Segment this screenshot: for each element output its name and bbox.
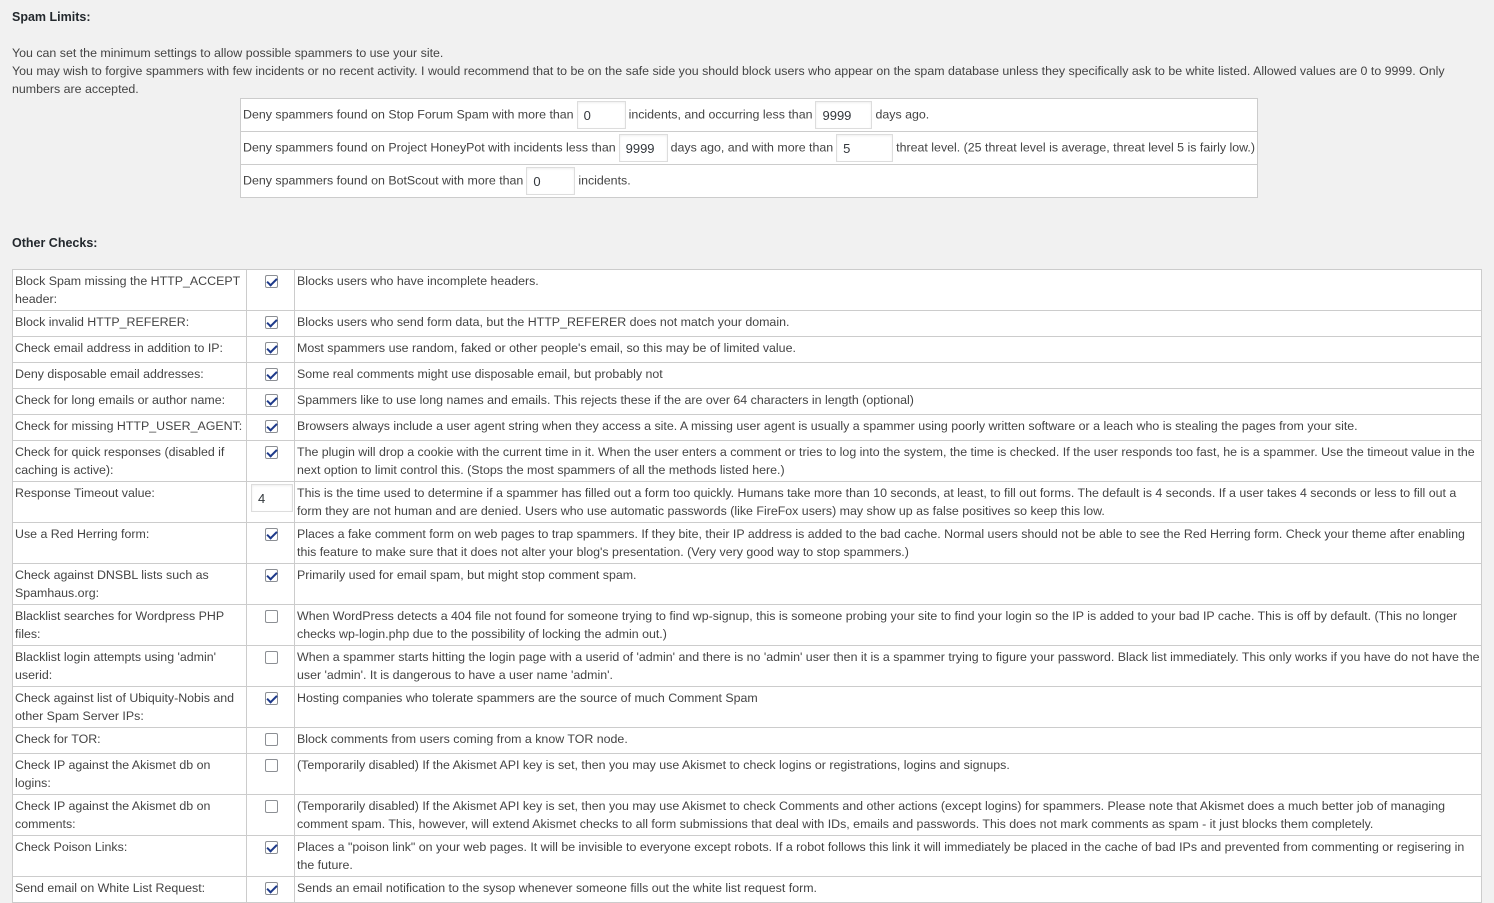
check-row — [13, 337, 1482, 363]
check-label: Check for quick responses (disabled if caching is active): — [13, 441, 247, 482]
check-row — [13, 415, 1482, 441]
spam-limits-intro — [12, 44, 1482, 98]
check-control-cell — [247, 877, 295, 903]
check-description: When a spammer starts hitting the login page with a userid of 'admin' and there is no 'admin' user then it is a spammer trying to figure your password. Black list immediately. This only works if you have do not have the user 'admin'. It is dangerous to have a user name 'admin'. — [295, 646, 1482, 687]
botscout-incidents-input[interactable] — [526, 167, 575, 195]
check-description: Some real comments might use disposable email, but probably not — [295, 363, 1482, 389]
check-label: Block Spam missing the HTTP_ACCEPT header: — [13, 270, 247, 311]
honeypot-prefix: Deny spammers found on Project HoneyPot with incidents less than — [243, 140, 616, 155]
sfs-row — [241, 99, 1258, 132]
check-row — [13, 270, 1482, 311]
check-checkbox[interactable] — [265, 528, 278, 541]
check-label: Check for missing HTTP_USER_AGENT: — [13, 415, 247, 441]
check-checkbox[interactable] — [265, 800, 278, 813]
check-label: Check IP against the Akismet db on logins: — [13, 754, 247, 795]
check-row — [13, 795, 1482, 836]
check-label: Response Timeout value: — [13, 482, 247, 523]
check-control-cell — [247, 270, 295, 311]
check-row — [13, 754, 1482, 795]
check-control-cell — [247, 754, 295, 795]
honeypot-days-input[interactable] — [619, 134, 668, 162]
check-description: Hosting companies who tolerate spammers are the source of much Comment Spam — [295, 687, 1482, 728]
check-checkbox[interactable] — [265, 882, 278, 895]
check-control-cell — [247, 523, 295, 564]
check-description: Browsers always include a user agent string when they access a site. A missing user agent is usually a spammer using poorly written software or a leach who is stealing the pages from your site. — [295, 415, 1482, 441]
check-label: Check IP against the Akismet db on comments: — [13, 795, 247, 836]
check-label: Deny disposable email addresses: — [13, 363, 247, 389]
check-checkbox[interactable] — [265, 446, 278, 459]
sfs-prefix: Deny spammers found on Stop Forum Spam with more than — [243, 107, 574, 122]
check-control-cell — [247, 363, 295, 389]
check-label: Check against list of Ubiquity-Nobis and other Spam Server IPs: — [13, 687, 247, 728]
check-control-cell — [247, 564, 295, 605]
check-label: Check email address in addition to IP: — [13, 337, 247, 363]
check-description: Places a "poison link" on your web pages. It will be invisible to everyone except robots. If a robot follows this link it will immediately be placed in the cache of bad IPs and prevented from commenting or regisering in the future. — [295, 836, 1482, 877]
check-checkbox[interactable] — [265, 569, 278, 582]
check-description: Blocks users who have incomplete headers. — [295, 270, 1482, 311]
check-description: (Temporarily disabled) If the Akismet API key is set, then you may use Akismet to check Comments and other actions (except logins) for spammers. Please note that Akismet does a much better job of managing comment spam. This, however, will extend Akismet checks to all form submissions that deal with IDs, emails and passwords. This does not mark comments as spam - it just blocks them completely. — [295, 795, 1482, 836]
check-label: Blacklist login attempts using 'admin' userid: — [13, 646, 247, 687]
check-label: Check for long emails or author name: — [13, 389, 247, 415]
check-checkbox[interactable] — [265, 275, 278, 288]
check-checkbox[interactable] — [265, 692, 278, 705]
check-checkbox[interactable] — [265, 651, 278, 664]
sfs-incidents-input[interactable] — [577, 101, 626, 129]
check-description: The plugin will drop a cookie with the current time in it. When the user enters a comment or tries to log into the system, the time is checked. If the user responds too fast, he is a spammer. Use the timeout value in the next option to limit control this. (Stops the most spammers of all the methods listed here.) — [295, 441, 1482, 482]
check-control-cell — [247, 795, 295, 836]
check-row — [13, 877, 1482, 903]
other-checks-heading: Other Checks: — [12, 236, 98, 250]
honeypot-threat-input[interactable] — [836, 134, 893, 162]
check-description: Most spammers use random, faked or other people's email, so this may be of limited value. — [295, 337, 1482, 363]
honeypot-middle: days ago, and with more than — [670, 140, 834, 155]
check-description: Places a fake comment form on web pages to trap spammers. If they bite, their IP address is added to the bad cache. Normal users should not be able to see the Red Herring form. Check your theme after enabling this feature to make sure that it does not alter your blog's presentation. (Very very good way to stop spammers.) — [295, 523, 1482, 564]
intro-line-2: You may wish to forgive spammers with few incidents or no recent activity. I would recommend that to be on the safe side you should block users who appear on the spam database unless they specifically ask to be white listed. Allowed values are 0 to 9999. Only numbers are accepted. — [12, 64, 1445, 96]
check-row — [13, 836, 1482, 877]
spam-limits-heading: Spam Limits: — [12, 10, 91, 24]
check-control-cell — [247, 728, 295, 754]
check-label: Block invalid HTTP_REFERER: — [13, 311, 247, 337]
check-checkbox[interactable] — [265, 316, 278, 329]
check-label: Use a Red Herring form: — [13, 523, 247, 564]
check-row — [13, 605, 1482, 646]
check-control-cell — [247, 687, 295, 728]
check-row — [13, 363, 1482, 389]
check-row — [13, 311, 1482, 337]
other-checks-table — [12, 269, 1482, 903]
check-description: Spammers like to use long names and emails. This rejects these if the are over 64 characters in length (optional) — [295, 389, 1482, 415]
check-row — [13, 389, 1482, 415]
sfs-days-input[interactable] — [815, 101, 872, 129]
check-checkbox[interactable] — [265, 342, 278, 355]
check-control-cell — [247, 605, 295, 646]
honeypot-row — [241, 132, 1258, 165]
check-description: This is the time used to determine if a spammer has filled out a form too quickly. Humans take more than 10 seconds, at least, to fill out forms. The default is 4 seconds. If a user takes 4 seconds or less to fill out a form they are not human and are denied. Users who use automatic passwords (like FireFox users) may show up as false positives so keep this low. — [295, 482, 1482, 523]
check-control-cell — [247, 337, 295, 363]
check-checkbox[interactable] — [265, 368, 278, 381]
botscout-suffix: incidents. — [578, 173, 631, 188]
check-description: Primarily used for email spam, but might stop comment spam. — [295, 564, 1482, 605]
check-checkbox[interactable] — [265, 610, 278, 623]
check-control-cell — [247, 389, 295, 415]
sfs-suffix: days ago. — [875, 107, 930, 122]
check-control-cell — [247, 836, 295, 877]
check-checkbox[interactable] — [265, 759, 278, 772]
check-row — [13, 564, 1482, 605]
check-control-cell — [247, 415, 295, 441]
check-row — [13, 482, 1482, 523]
check-description: Block comments from users coming from a know TOR node. — [295, 728, 1482, 754]
check-label: Blacklist searches for Wordpress PHP files: — [13, 605, 247, 646]
check-description: Sends an email notification to the sysop whenever someone fills out the white list request form. — [295, 877, 1482, 903]
check-label: Check against DNSBL lists such as Spamhaus.org: — [13, 564, 247, 605]
check-label: Check Poison Links: — [13, 836, 247, 877]
check-control-cell — [247, 482, 295, 523]
check-control-cell — [247, 646, 295, 687]
sfs-middle: incidents, and occurring less than — [628, 107, 813, 122]
check-label: Check for TOR: — [13, 728, 247, 754]
check-label: Send email on White List Request: — [13, 877, 247, 903]
check-row — [13, 523, 1482, 564]
botscout-prefix: Deny spammers found on BotScout with more than — [243, 173, 524, 188]
botscout-row — [241, 165, 1258, 198]
check-row — [13, 728, 1482, 754]
check-control-cell — [247, 441, 295, 482]
check-checkbox[interactable] — [265, 733, 278, 746]
check-checkbox[interactable] — [265, 420, 278, 433]
check-row — [13, 441, 1482, 482]
check-checkbox[interactable] — [265, 394, 278, 407]
check-row — [13, 646, 1482, 687]
spam-limits-table — [240, 98, 1258, 198]
intro-line-1: You can set the minimum settings to allow possible spammers to use your site. — [12, 46, 444, 60]
response-timeout-input[interactable] — [251, 484, 293, 512]
honeypot-suffix: threat level. (25 threat level is average, threat level 5 is fairly low.) — [896, 140, 1255, 155]
check-description: (Temporarily disabled) If the Akismet API key is set, then you may use Akismet to check logins or registrations, logins and signups. — [295, 754, 1482, 795]
check-row — [13, 687, 1482, 728]
check-control-cell — [247, 311, 295, 337]
check-checkbox[interactable] — [265, 841, 278, 854]
check-description: When WordPress detects a 404 file not found for someone trying to find wp-signup, this is someone probing your site to find your login so the IP is added to your bad IP cache. This is off by default. (This no longer checks wp-login.php due to the possibility of locking the admin out.) — [295, 605, 1482, 646]
check-description: Blocks users who send form data, but the HTTP_REFERER does not match your domain. — [295, 311, 1482, 337]
